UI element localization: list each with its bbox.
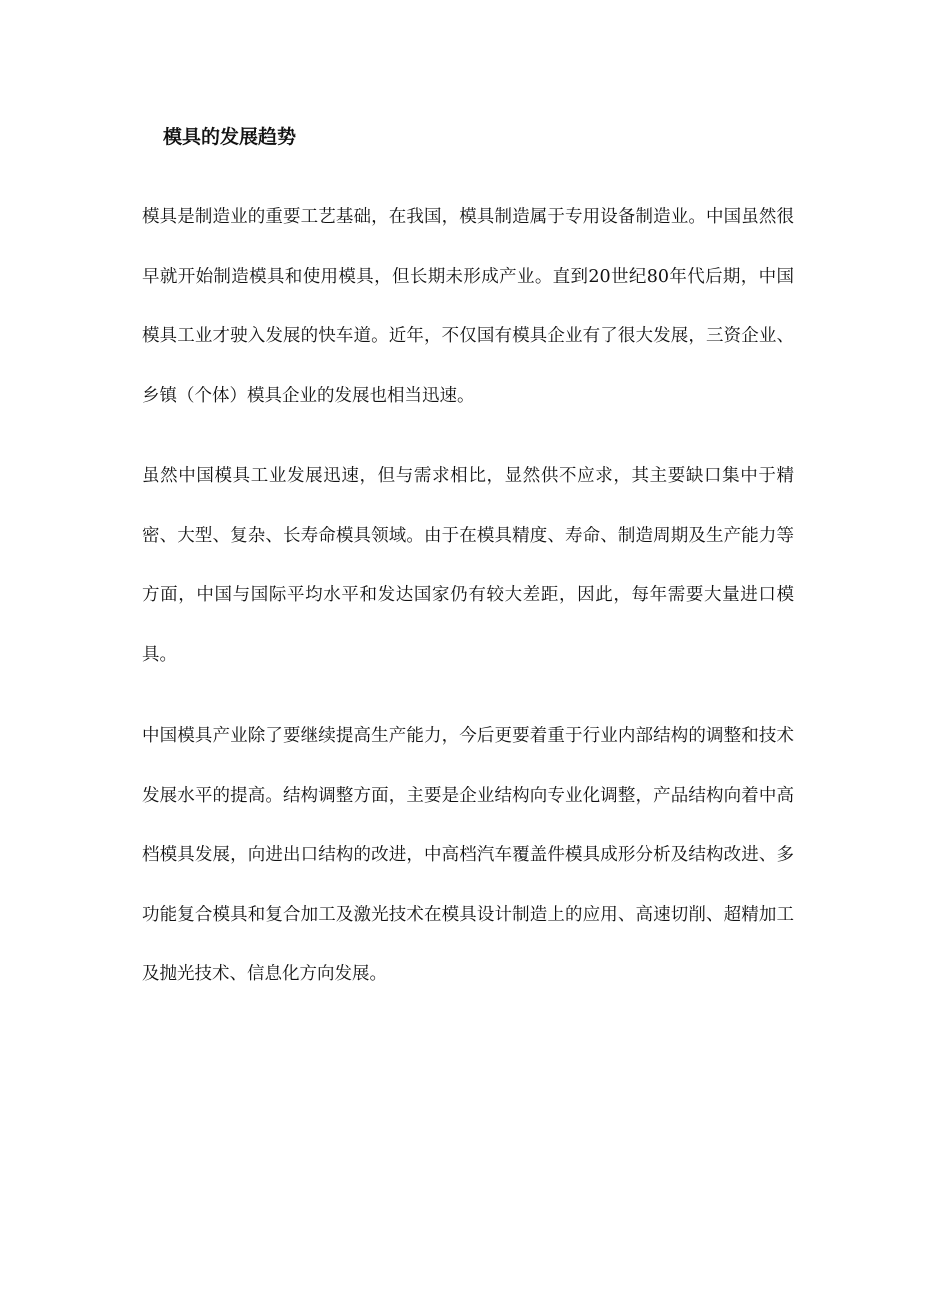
- document-title: 模具的发展趋势: [163, 126, 297, 148]
- paragraph-1: 模具是制造业的重要工艺基础，在我国，模具制造属于专用设备制造业。中国虽然很早就开始制造模具和使用模具，但长期未形成产业。直到20世纪80年代后期，中国模具工业才驶入发展的快车道。近年，不仅国有模具企业有了很大发展，三资企业、乡镇（个体）模具企业的发展也相当迅速。: [142, 207, 794, 406]
- paragraph-3: 中国模具产业除了要继续提高生产能力，今后更要着重于行业内部结构的调整和技术发展水平的提高。结构调整方面，主要是企业结构向专业化调整，产品结构向着中高档模具发展，向进出口结构的改进，中高档汽车覆盖件模具成形分析及结构改进、多功能复合模具和复合加工及激光技术在模具设计制造上的应用、高速切削、超精加工及抛光技术、信息化方向发展。: [142, 726, 794, 984]
- paragraph-2: 虽然中国模具工业发展迅速，但与需求相比，显然供不应求，其主要缺口集中于精密、大型、复杂、长寿命模具领域。由于在模具精度、寿命、制造周期及生产能力等方面，中国与国际平均水平和发达国家仍有较大差距，因此，每年需要大量进口模具。: [142, 466, 794, 665]
